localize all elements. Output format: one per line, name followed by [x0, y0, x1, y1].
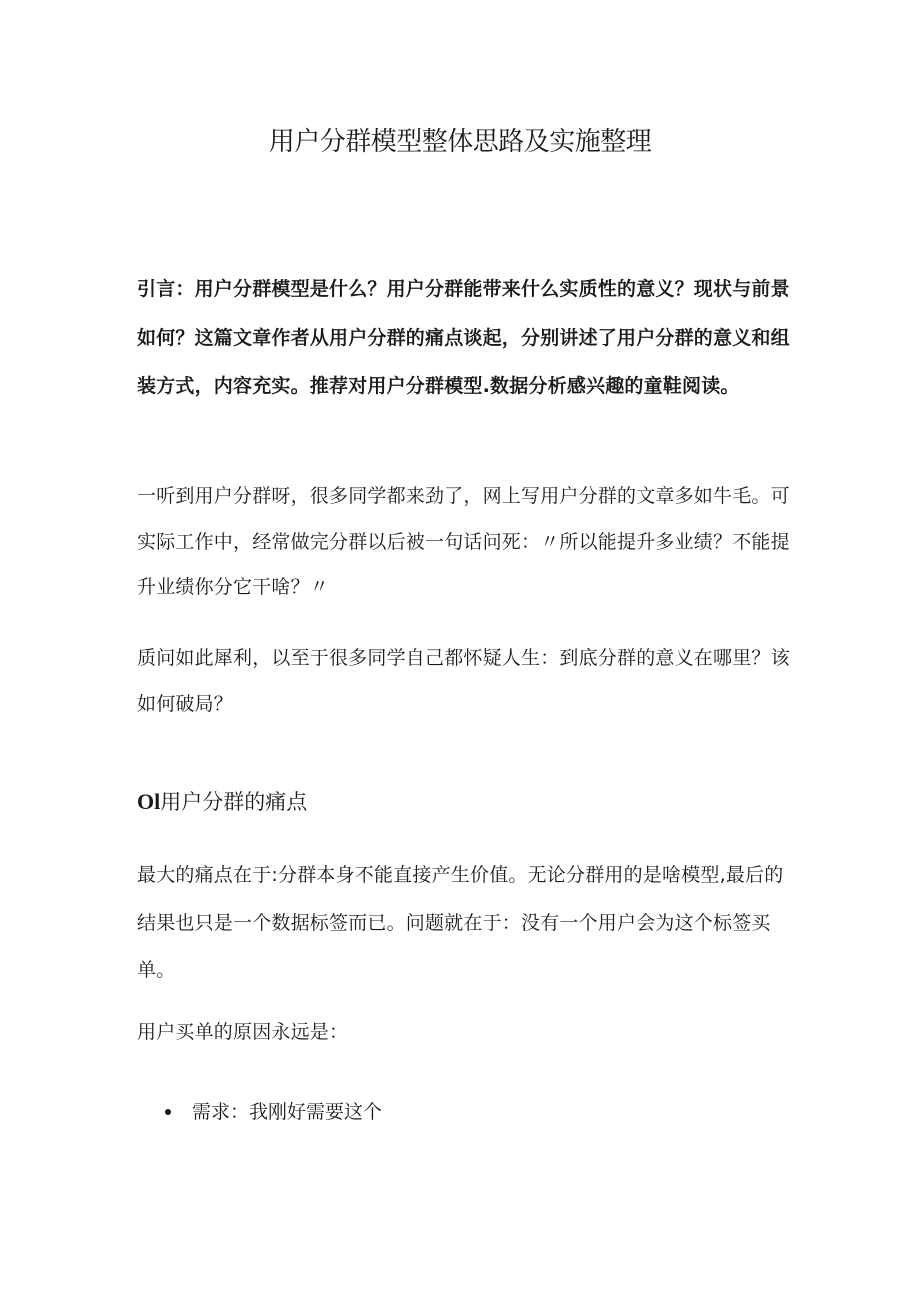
section-paragraph-1: 最大的痛点在于:分群本身不能直接产生价值。无论分群用的是啥模型,最后的结果也只是一个数据标签而已。问题就在于：没有一个用户会为这个标签买单。	[137, 864, 784, 981]
intro-paragraph: 引言：用户分群模型是什么？用户分群能带来什么实质性的意义？现状与前景如何？这篇文章作者从用户分群的痛点谈起，分别讲述了用户分群的意义和组装方式，内容充实。推荐对用户分群模型.数据分析感兴趣的童鞋阅读。	[137, 278, 790, 397]
section-paragraph-2: 用户买单的原因永远是：	[137, 1021, 349, 1043]
reason-list	[165, 1090, 382, 1134]
list-item	[165, 1090, 382, 1134]
section-title: 用户分群的痛点	[160, 790, 308, 814]
section-heading	[137, 782, 307, 822]
body-paragraph-1: 一听到用户分群呀，很多同学都来劲了，网上写用户分群的文章多如牛毛。可实际工作中，经常做完分群以后被一句话问死：〃所以能提升多业绩？不能提升业绩你分它干啥？〃	[137, 485, 790, 598]
section-number: Ol	[137, 789, 161, 814]
body-paragraph-2: 质问如此犀利，以至于很多同学自己都怀疑人生：到底分群的意义在哪里？该如何破局？	[137, 647, 790, 715]
document-title: 用户分群模型整体思路及实施整理	[268, 127, 652, 157]
bullet-icon	[165, 1109, 171, 1115]
list-item-text: 需求：我刚好需要这个	[192, 1101, 383, 1123]
